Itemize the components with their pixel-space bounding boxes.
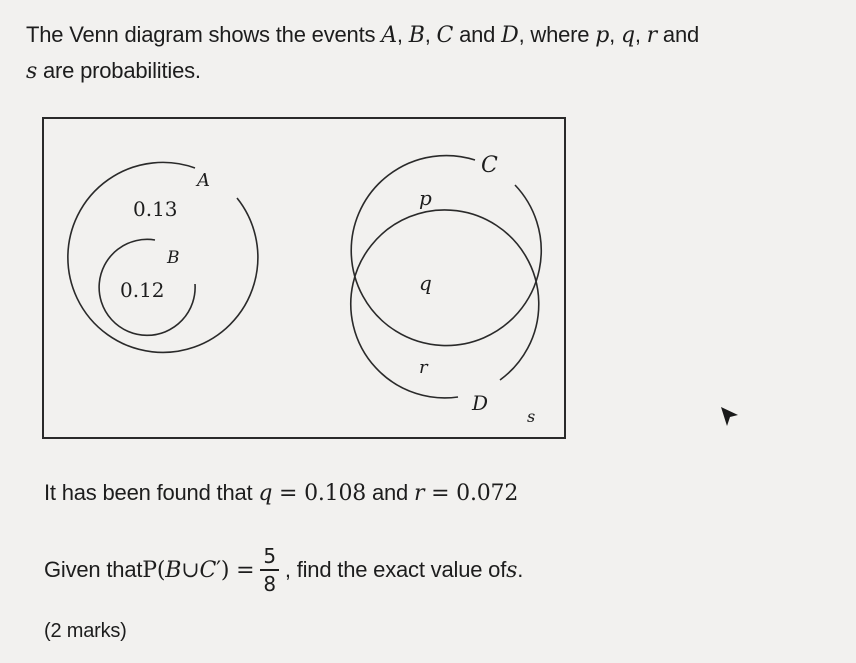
q-value: = 0.108 xyxy=(272,481,367,506)
event-C: C xyxy=(199,557,217,583)
union-symbol: ∪ xyxy=(181,557,200,583)
region-q: q xyxy=(419,271,432,295)
period: . xyxy=(517,557,524,582)
intro-text: The Venn diagram shows the events xyxy=(26,22,382,47)
intro-text: are probabilities. xyxy=(37,58,201,83)
var-q: q xyxy=(620,23,635,48)
event-A: A xyxy=(381,23,397,48)
var-p: p xyxy=(595,23,610,48)
var-s: s xyxy=(506,557,518,583)
label-D: D xyxy=(472,391,489,415)
value-A-only: 0.13 xyxy=(133,197,178,221)
intro-text: , where xyxy=(518,22,596,47)
paren-open: ( xyxy=(156,557,166,583)
facts-line xyxy=(44,480,518,506)
separator: , xyxy=(396,22,409,47)
circle-C xyxy=(351,156,541,346)
conjunction: and xyxy=(657,22,700,47)
var-q: q xyxy=(258,481,273,506)
given-suffix: , find the exact value of xyxy=(284,557,507,582)
circle-A xyxy=(68,162,258,352)
circle-D xyxy=(351,210,539,398)
label-A: A xyxy=(197,170,210,191)
separator: , xyxy=(424,22,437,47)
fraction-numerator: 5 xyxy=(260,546,279,571)
marks-label: (2 marks) xyxy=(44,620,127,642)
mouse-cursor-icon xyxy=(718,405,742,429)
probability-P: P xyxy=(142,557,157,583)
conjunction: and xyxy=(453,22,502,47)
conjunction: and xyxy=(366,480,414,505)
event-B: B xyxy=(165,557,182,583)
complement-close: ′) = xyxy=(216,557,255,583)
separator: , xyxy=(609,22,621,47)
label-B: B xyxy=(167,248,180,268)
var-r: r xyxy=(414,481,425,506)
region-p: p xyxy=(419,186,432,210)
event-C: C xyxy=(436,23,454,48)
region-r: r xyxy=(419,357,428,378)
var-s: s xyxy=(26,59,38,84)
outside-s: s xyxy=(527,407,536,426)
separator: , xyxy=(634,22,647,47)
event-B: B xyxy=(408,23,425,48)
event-D: D xyxy=(501,23,519,48)
value-B: 0.12 xyxy=(120,278,165,302)
r-value: = 0.072 xyxy=(424,481,519,506)
given-line xyxy=(44,540,523,600)
fraction-denominator: 8 xyxy=(263,572,276,596)
facts-prefix: It has been found that xyxy=(44,480,259,505)
label-C: C xyxy=(481,153,498,178)
fraction-five-eighths xyxy=(260,546,279,594)
var-r: r xyxy=(646,23,657,48)
given-prefix: Given that xyxy=(44,557,143,582)
